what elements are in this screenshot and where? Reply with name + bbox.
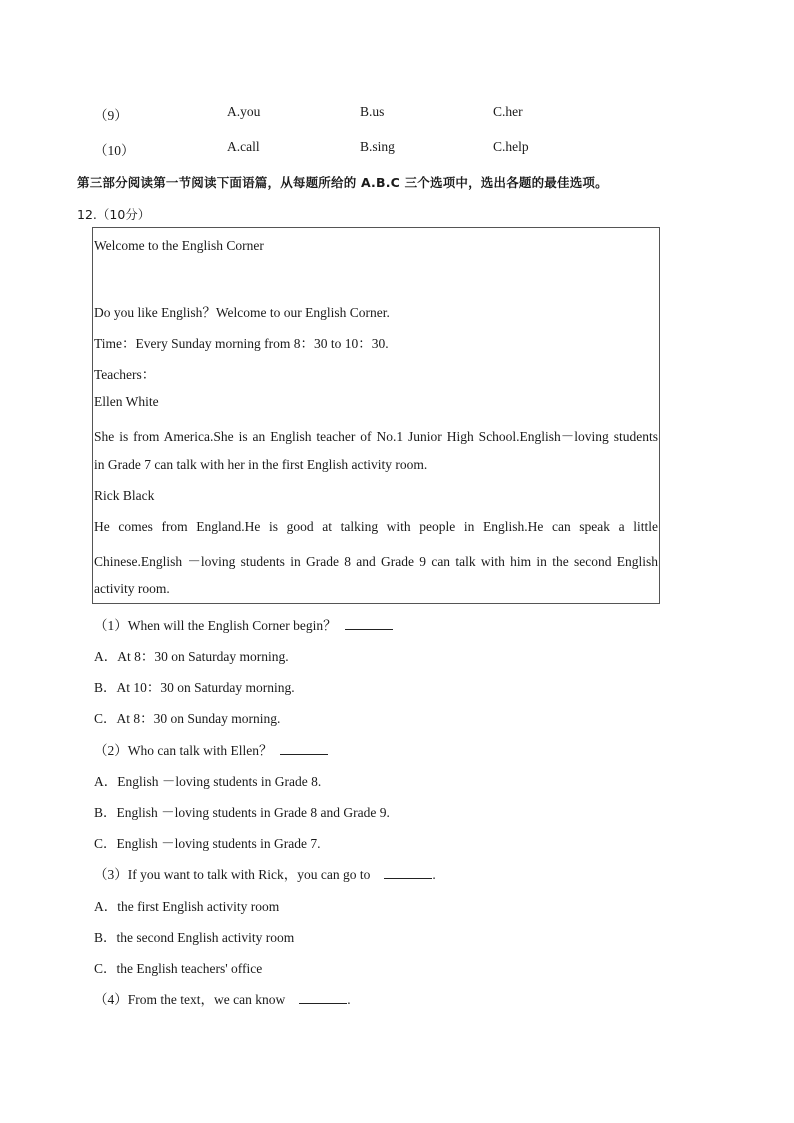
passage-text-line: He comes from England.He is good at talking with people in English.He can speak a little (94, 519, 658, 534)
option-a[interactable]: A．the first English activity room (94, 899, 280, 914)
passage-time: Time：Every Sunday morning from 8：30 to 10：30. (94, 336, 389, 351)
cloze-option-row-9 (94, 104, 614, 122)
stem-end: . (347, 992, 351, 1007)
question-stem: （3）If you want to talk with Rick，you can go to (94, 867, 371, 882)
question-number: 12.（10分） (77, 207, 151, 222)
question-number: （10） (94, 143, 135, 158)
option-b[interactable]: B．English －loving students in Grade 8 and Grade 9. (94, 805, 390, 820)
passage-intro: Do you like English？Welcome to our English Corner. (94, 305, 390, 320)
question-stem: （4）From the text，we can know (94, 992, 286, 1007)
teacher-name: Rick Black (94, 488, 155, 503)
question-stem: （2）Who can talk with Ellen？ (94, 743, 273, 758)
answer-blank[interactable] (384, 866, 432, 879)
passage-title: Welcome to the English Corner (94, 238, 264, 253)
teachers-label: Teachers： (94, 367, 156, 382)
question-1 (94, 614, 393, 634)
question-stem: （1）When will the English Corner begin？ (94, 618, 337, 633)
passage-text-line: Chinese.English －loving students in Grade 8 and Grade 9 can talk with him in the second English (94, 554, 658, 569)
option-c[interactable]: C．the English teachers' office (94, 961, 263, 976)
passage-text-line: in Grade 7 can talk with her in the first English activity room. (94, 457, 428, 472)
option-b[interactable]: B．the second English activity room (94, 930, 295, 945)
option-a: A.you (227, 104, 261, 119)
question-2 (94, 739, 328, 759)
answer-blank[interactable] (345, 617, 393, 630)
passage-text-line: activity room. (94, 581, 170, 596)
question-3 (94, 863, 436, 883)
option-c: C.her (493, 104, 523, 119)
question-number: （9） (94, 108, 128, 123)
section-heading: 第三部分阅读第一节阅读下面语篇，从每题所给的 A.B.C 三个选项中，选出各题的最佳选项。 (77, 175, 608, 190)
stem-end: . (432, 867, 436, 882)
option-b[interactable]: B．At 10：30 on Saturday morning. (94, 680, 295, 695)
passage-text-line: She is from America.She is an English teacher of No.1 Junior High School.English－loving students (94, 429, 658, 444)
option-a[interactable]: A．English －loving students in Grade 8. (94, 774, 322, 789)
cloze-option-row-10 (94, 139, 614, 157)
passage-box (92, 227, 660, 604)
option-c[interactable]: C．English －loving students in Grade 7. (94, 836, 321, 851)
question-4 (94, 988, 351, 1008)
option-c[interactable]: C．At 8：30 on Sunday morning. (94, 711, 281, 726)
option-b: B.us (360, 104, 385, 119)
teacher-name: Ellen White (94, 394, 159, 409)
answer-blank[interactable] (280, 742, 328, 755)
answer-blank[interactable] (299, 991, 347, 1004)
option-a: A.call (227, 139, 260, 154)
option-b: B.sing (360, 139, 395, 154)
option-a[interactable]: A．At 8：30 on Saturday morning. (94, 649, 289, 664)
option-c: C.help (493, 139, 529, 154)
